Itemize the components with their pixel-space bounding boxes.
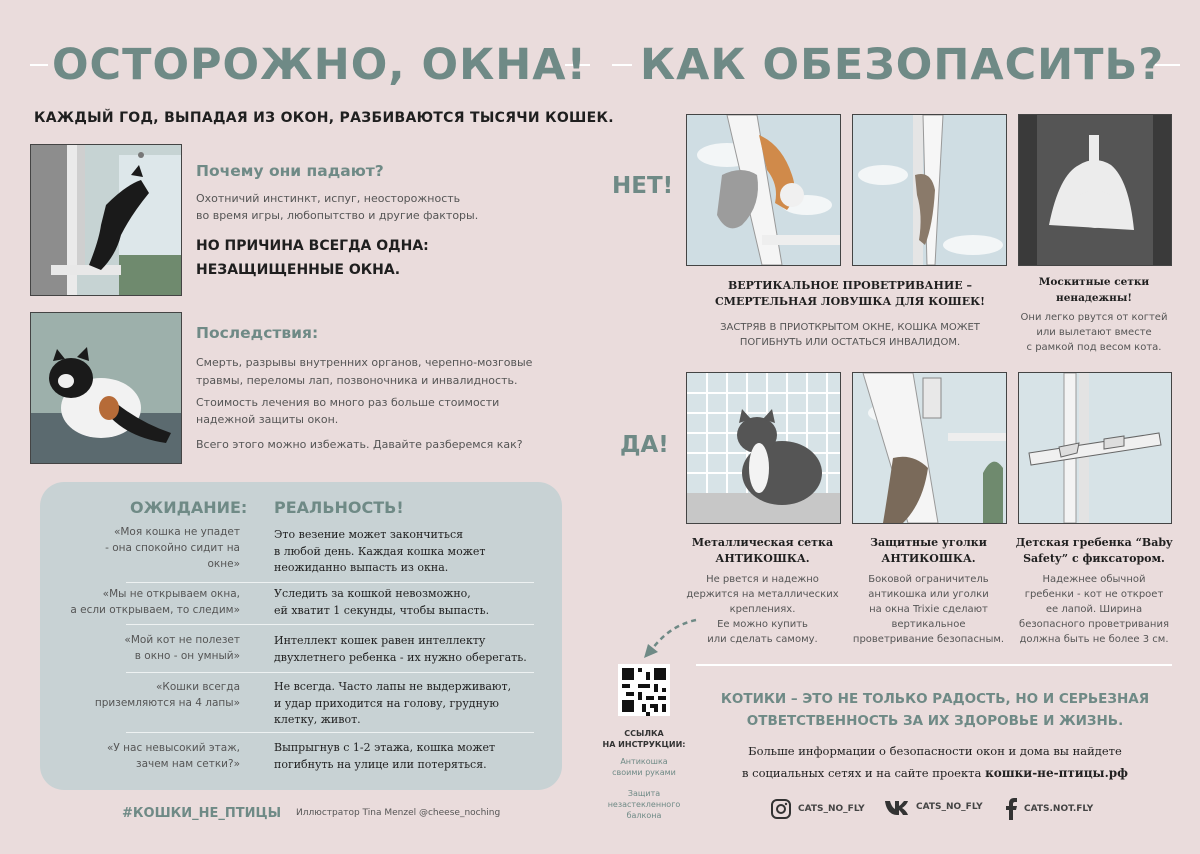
tilted-window-cat-illustration: [686, 114, 841, 266]
reality-heading: РЕАЛЬНОСТЬ!: [274, 498, 404, 517]
myth-row-5: «У нас невысокий этаж, зачем нам сетки?»: [106, 742, 240, 770]
right-title: КАК ОБЕЗОПАСИТЬ?: [640, 40, 1165, 90]
footer-message: КОТИКИ – ЭТО НЕ ТОЛЬКО РАДОСТЬ, НО И СЕРЬЕЗНАЯ ОТВЕТСТВЕННОСТЬ ЗА ИХ ЗДОРОВЬЕ И ЖИЗНЬ.: [720, 691, 1150, 729]
baby-comb-illustration: [1018, 372, 1172, 524]
site-link[interactable]: кошки-не-птицы.рф: [985, 766, 1128, 780]
yes-label: ДА!: [620, 432, 669, 458]
row-separator: [126, 582, 534, 583]
corner-guard-cat-illustration: [852, 372, 1007, 524]
why-strong-2: НЕЗАЩИЩЕННЫЕ ОКНА.: [196, 262, 401, 278]
facebook-link[interactable]: CATS.NOT.FLY: [1004, 798, 1093, 820]
vk-icon: [884, 798, 910, 816]
consequences-text-1: Смерть, разрывы внутренних органов, черепно-мозговые: [196, 356, 533, 369]
row-separator: [126, 732, 534, 733]
facebook-icon: [1004, 798, 1018, 820]
mosquito-note: Они легко рвутся от когтей или вылетают вместе с рамкой под весом кота.: [1020, 312, 1168, 353]
why-strong-1: НО ПРИЧИНА ВСЕГДА ОДНА:: [196, 238, 429, 254]
metal-net-cat-illustration: [686, 372, 841, 524]
reality-row-1: Это везение может закончиться в любой день. Каждая кошка может неожиданно выпасть из окна.: [274, 528, 486, 574]
qr-link-balcony[interactable]: Защита незастекленного балкона: [607, 789, 681, 820]
qr-title: ССЫЛКА НА ИНСТРУКЦИИ:: [602, 729, 686, 749]
why-text-2: во время игры, любопытство и другие факторы.: [196, 209, 479, 222]
why-text-1: Охотничий инстинкт, испуг, неосторожность: [196, 192, 461, 205]
vent-caption: ВЕРТИКАЛЬНОЕ ПРОВЕТРИВАНИЕ – СМЕРТЕЛЬНАЯ ЛОВУШКА ДЛЯ КОШЕК!: [715, 279, 985, 308]
qr-link-anticat[interactable]: Антикошка своими руками: [612, 757, 676, 777]
expectation-heading: ОЖИДАНИЕ:: [130, 498, 248, 517]
qr-code[interactable]: [618, 664, 670, 716]
baby-comb-caption: Детская гребенка “Baby Safety” с фиксатором.: [1015, 536, 1173, 565]
info-text: Больше информации о безопасности окон и дома вы найдете в социальных сетях и на сайте проекта кошки-не-птицы.рф: [742, 744, 1128, 780]
consequences-text-3: Стоимость лечения во много раз больше стоимости: [196, 396, 500, 409]
reality-row-3: Интеллект кошек равен интеллекту двухлетнего ребенка - их нужно оберегать.: [274, 634, 527, 664]
stuck-cat-illustration: [852, 114, 1007, 266]
metal-net-note: Не рвется и надежно держится на металлических креплениях. Ее можно купить или сделать самому.: [686, 574, 839, 645]
consequences-text-2: травмы, переломы лап, позвоночника и инвалидность.: [196, 374, 518, 387]
main-title: ОСТОРОЖНО, ОКНА!: [52, 40, 588, 90]
reality-row-2: Уследить за кошкой невозможно, ей хватит 1 секунды, чтобы выпасть.: [274, 587, 490, 617]
row-separator: [126, 672, 534, 673]
footer-rule: [696, 664, 1172, 666]
no-label: НЕТ!: [612, 173, 674, 199]
reality-row-4: Не всегда. Часто лапы не выдерживают, и удар приходится на голову, грудную клетку, живот.: [274, 680, 512, 726]
intro-text: КАЖДЫЙ ГОД, ВЫПАДАЯ ИЗ ОКОН, РАЗБИВАЮТСЯ ТЫСЯЧИ КОШЕК.: [34, 110, 614, 126]
mosquito-caption: Москитные сетки ненадежны!: [1038, 276, 1150, 304]
row-separator: [126, 624, 534, 625]
myths-card: [40, 482, 562, 790]
reality-row-5: Выпрыгнув с 1-2 этажа, кошка может погибнуть на улице или потеряться.: [274, 741, 496, 771]
instagram-icon: [770, 798, 792, 820]
myth-row-4: «Кошки всегда приземляются на 4 лапы»: [94, 681, 240, 709]
falling-cat-illustration: [30, 144, 182, 296]
instagram-link[interactable]: CATS_NO_FLY: [770, 798, 865, 820]
injured-cat-illustration: [30, 312, 182, 464]
mosquito-net-cat-illustration: [1018, 114, 1172, 266]
corner-guard-note: Боковой ограничитель антикошка или уголки на окна Trixie сделают вертикальное проветривание безопасным.: [852, 574, 1005, 645]
arrow-icon: [638, 614, 700, 660]
baby-comb-note: Надежнее обычной гребенки - кот не откроет ее лапой. Ширина безопасного проветривания должна быть не более 3 см.: [1019, 574, 1169, 645]
myth-row-1: «Моя кошка не упадет - она спокойно сидит на окне»: [105, 526, 240, 570]
consequences-text-4: надежной защиты окон.: [196, 413, 339, 426]
why-heading: Почему они падают?: [196, 162, 384, 180]
metal-net-caption: Металлическая сетка АНТИКОШКА.: [691, 536, 834, 565]
title-rule-right: [612, 64, 632, 66]
consequences-heading: Последствия:: [196, 324, 319, 342]
hashtag: #КОШКИ_НЕ_ПТИЦЫ: [122, 806, 282, 821]
vent-note: ЗАСТРЯВ В ПРИОТКРЫТОМ ОКНЕ, КОШКА МОЖЕТ ПОГИБНУТЬ ИЛИ ОСТАТЬСЯ ИНВАЛИДОМ.: [720, 322, 980, 348]
consequences-text-5: Всего этого можно избежать. Давайте разберемся как?: [196, 438, 523, 451]
myth-row-3: «Мой кот не полезет в окно - он умный»: [124, 634, 240, 662]
title-rule-left: [30, 64, 48, 66]
vk-link[interactable]: CATS_NO_FLY: [884, 798, 983, 816]
illustrator-credit: Иллюстратор Tina Menzel @cheese_noching: [296, 808, 501, 818]
myth-row-2: «Мы не открываем окна, а если открываем, то следим»: [70, 588, 240, 616]
corner-guard-caption: Защитные уголки АНТИКОШКА.: [870, 536, 987, 565]
